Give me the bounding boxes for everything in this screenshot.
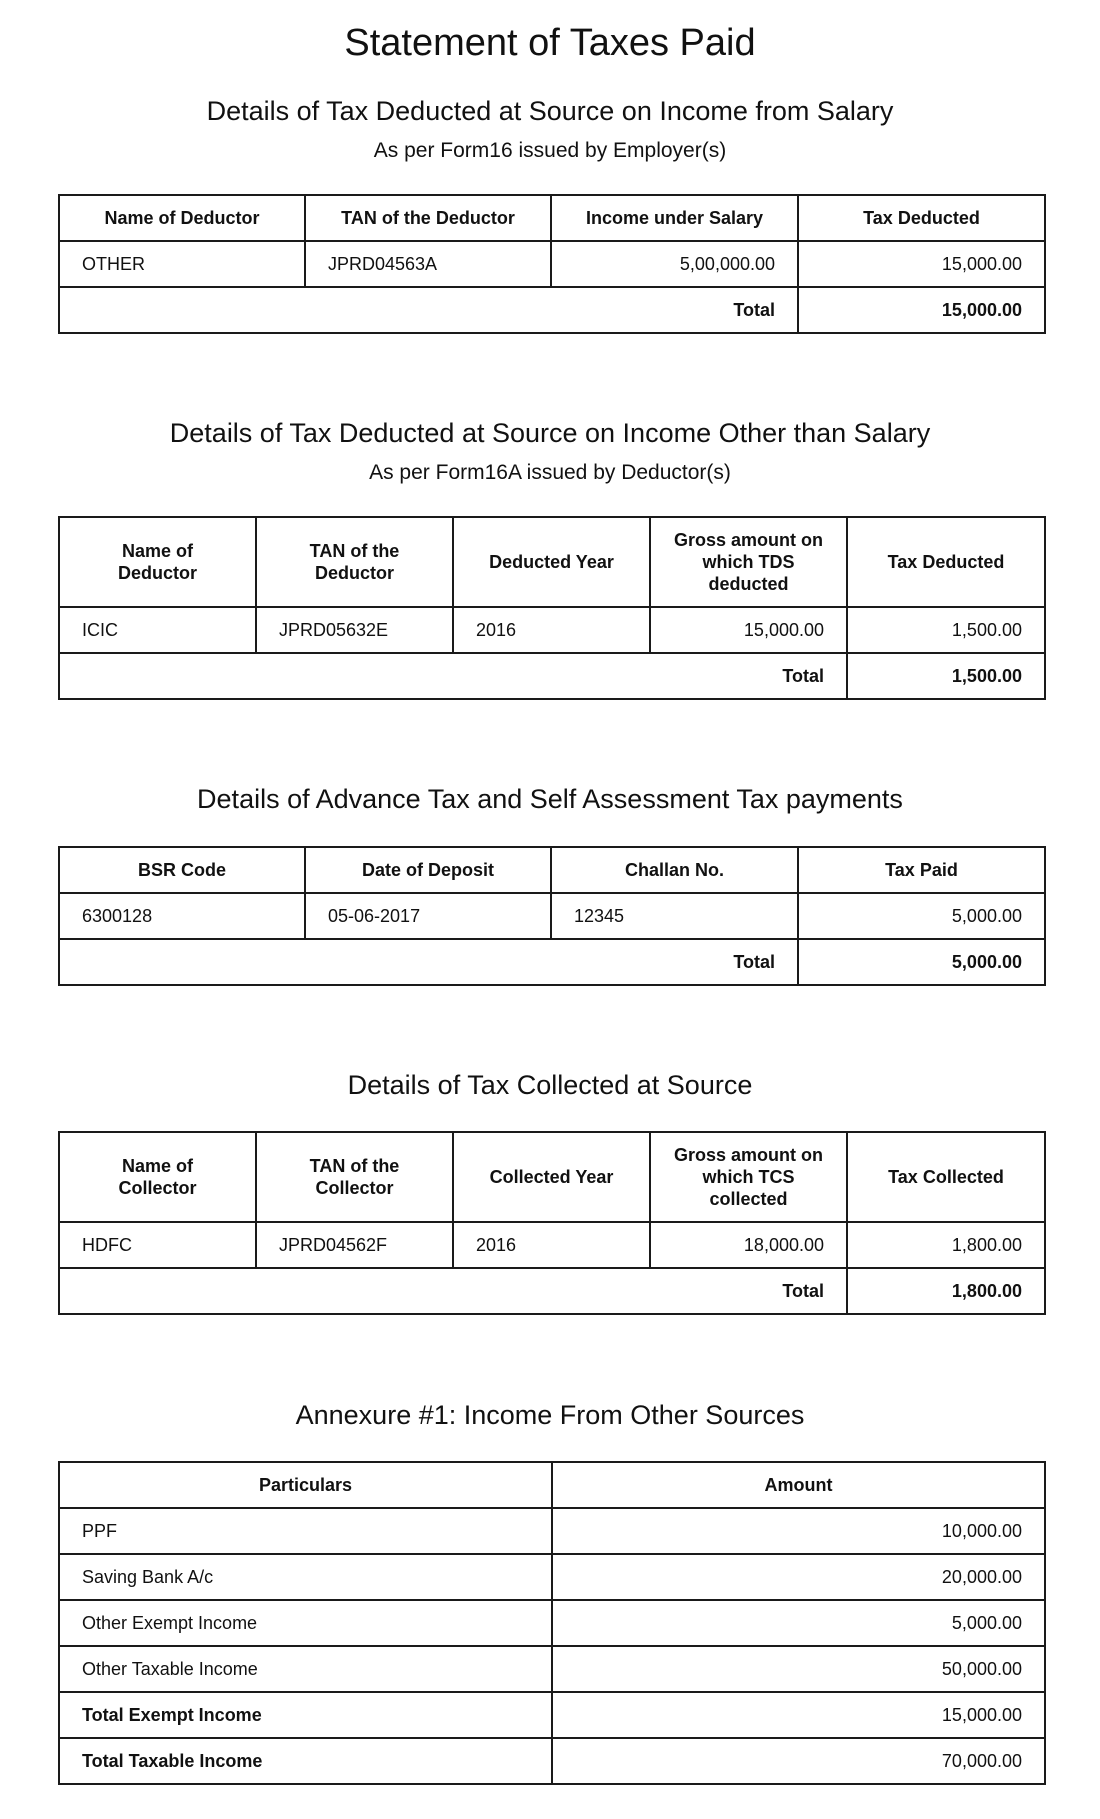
- total-value: 1,800.00: [847, 1268, 1045, 1314]
- deductor-tan-cell: JPRD04563A: [305, 241, 551, 287]
- deductor-name-cell: ICIC: [59, 607, 256, 653]
- total-label: Total: [59, 939, 798, 985]
- particular-cell: Other Exempt Income: [59, 1600, 552, 1646]
- deducted-year-cell: 2016: [453, 607, 650, 653]
- deductor-name-cell: OTHER: [59, 241, 305, 287]
- total-row: [59, 287, 1045, 333]
- amount-cell: 5,000.00: [552, 1600, 1045, 1646]
- column-header: Name of Deductor: [59, 195, 305, 241]
- table-header-row: [59, 517, 1045, 607]
- table-row: [59, 1646, 1045, 1692]
- table-row: [59, 1600, 1045, 1646]
- total-value: 1,500.00: [847, 653, 1045, 699]
- tcs-table: [58, 1131, 1046, 1315]
- column-header: Gross amount on which TCS collected: [650, 1132, 847, 1222]
- other-tds-table: [58, 516, 1046, 700]
- total-value: 5,000.00: [798, 939, 1045, 985]
- tax-deducted-cell: 15,000.00: [798, 241, 1045, 287]
- amount-cell: 50,000.00: [552, 1646, 1045, 1692]
- other-tds-section-heading: Details of Tax Deducted at Source on Income Other than Salary: [169, 418, 931, 448]
- salary-section-heading: Details of Tax Deducted at Source on Income from Salary: [206, 96, 894, 126]
- gross-amount-cell: 15,000.00: [650, 607, 847, 653]
- advance-tax-section-heading: Details of Advance Tax and Self Assessment Tax payments: [197, 784, 903, 814]
- particular-cell: Total Exempt Income: [59, 1692, 552, 1738]
- particular-cell: Total Taxable Income: [59, 1738, 552, 1784]
- amount-cell: 10,000.00: [552, 1508, 1045, 1554]
- table-row: [59, 607, 1045, 653]
- page-title: Statement of Taxes Paid: [344, 22, 756, 64]
- challan-no-cell: 12345: [551, 893, 798, 939]
- column-header: Tax Deducted: [798, 195, 1045, 241]
- table-header-row: [59, 847, 1045, 893]
- column-header: Tax Collected: [847, 1132, 1045, 1222]
- tax-paid-cell: 5,000.00: [798, 893, 1045, 939]
- table-header-row: [59, 1132, 1045, 1222]
- column-header: Tax Deducted: [847, 517, 1045, 607]
- column-header: Gross amount on which TDS deducted: [650, 517, 847, 607]
- column-header: Particulars: [59, 1462, 552, 1508]
- deposit-date-cell: 05-06-2017: [305, 893, 551, 939]
- tax-collected-cell: 1,800.00: [847, 1222, 1045, 1268]
- annexure-table: [58, 1461, 1046, 1785]
- table-row: [59, 1692, 1045, 1738]
- collector-name-cell: HDFC: [59, 1222, 256, 1268]
- column-header: Date of Deposit: [305, 847, 551, 893]
- gross-amount-cell: 18,000.00: [650, 1222, 847, 1268]
- column-header: TAN of the Deductor: [305, 195, 551, 241]
- particular-cell: PPF: [59, 1508, 552, 1554]
- total-label: Total: [59, 287, 798, 333]
- particular-cell: Other Taxable Income: [59, 1646, 552, 1692]
- table-row: [59, 1738, 1045, 1784]
- particular-cell: Saving Bank A/c: [59, 1554, 552, 1600]
- column-header: Challan No.: [551, 847, 798, 893]
- column-header: TAN of the Deductor: [256, 517, 453, 607]
- amount-cell: 70,000.00: [552, 1738, 1045, 1784]
- salary-income-cell: 5,00,000.00: [551, 241, 798, 287]
- annexure-section-heading: Annexure #1: Income From Other Sources: [295, 1400, 805, 1430]
- column-header: Deducted Year: [453, 517, 650, 607]
- table-row: [59, 1554, 1045, 1600]
- column-header: BSR Code: [59, 847, 305, 893]
- total-row: [59, 653, 1045, 699]
- table-row: [59, 241, 1045, 287]
- column-header: Name of Collector: [59, 1132, 256, 1222]
- amount-cell: 15,000.00: [552, 1692, 1045, 1738]
- other-tds-section-subheading: As per Form16A issued by Deductor(s): [369, 461, 731, 484]
- total-row: [59, 1268, 1045, 1314]
- salary-tds-table: [58, 194, 1046, 334]
- salary-section-subheading: As per Form16 issued by Employer(s): [373, 139, 727, 162]
- table-row: [59, 1222, 1045, 1268]
- column-header: TAN of the Collector: [256, 1132, 453, 1222]
- column-header: Amount: [552, 1462, 1045, 1508]
- deductor-tan-cell: JPRD05632E: [256, 607, 453, 653]
- bsr-code-cell: 6300128: [59, 893, 305, 939]
- column-header: Income under Salary: [551, 195, 798, 241]
- column-header: Name of Deductor: [59, 517, 256, 607]
- total-label: Total: [59, 1268, 847, 1314]
- column-header: Collected Year: [453, 1132, 650, 1222]
- advance-tax-table: [58, 846, 1046, 986]
- collected-year-cell: 2016: [453, 1222, 650, 1268]
- table-row: [59, 1508, 1045, 1554]
- column-header: Tax Paid: [798, 847, 1045, 893]
- total-row: [59, 939, 1045, 985]
- tax-deducted-cell: 1,500.00: [847, 607, 1045, 653]
- tcs-section-heading: Details of Tax Collected at Source: [347, 1070, 753, 1100]
- collector-tan-cell: JPRD04562F: [256, 1222, 453, 1268]
- total-value: 15,000.00: [798, 287, 1045, 333]
- amount-cell: 20,000.00: [552, 1554, 1045, 1600]
- table-row: [59, 893, 1045, 939]
- table-header-row: [59, 1462, 1045, 1508]
- total-label: Total: [59, 653, 847, 699]
- table-header-row: [59, 195, 1045, 241]
